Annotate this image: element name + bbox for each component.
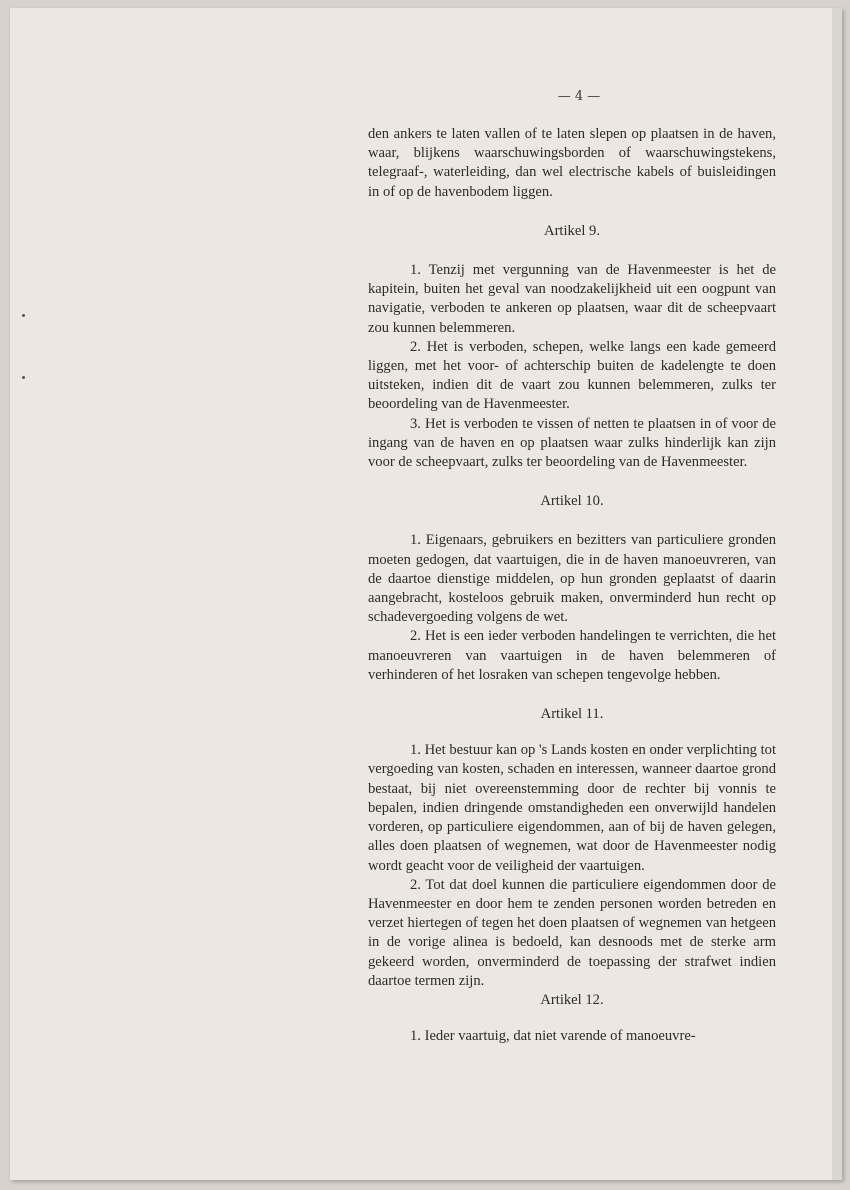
article-10-paragraph-1: 1. Eigenaars, gebruikers en bezitters van particuliere gronden moeten gedogen, dat vaartuigen, die in de haven manoeuvreren, van de daartoe dienstige middelen, op hun gronden geplaatst of daarin aangebracht, kosteloos gebruik maken, onverminderd hun recht op schadevergoeding volgens de wet. xyxy=(368,532,776,626)
article-11-paragraph-2: 2. Tot dat doel kunnen die particuliere eigendommen door de Havenmeester en door hem te zenden personen worden betreden en verzet hiertegen of tegen het doen plaatsen of wegnemen van hetgeen in de vorige alinea is bedoeld, kan desnoods met de sterke arm gekeerd worden, onverminderd de toepassing der strafwet indien daartoe termen zijn. xyxy=(368,876,776,989)
article-9-heading: Artikel 9. xyxy=(544,222,600,239)
document-page xyxy=(10,8,842,1180)
punch-mark xyxy=(22,314,25,317)
article-11-heading: Artikel 11. xyxy=(540,706,604,723)
text-column xyxy=(368,125,776,1046)
paragraph-continuation: den ankers te laten vallen of te laten slepen op plaatsen in de haven, waar, blijkens waarschuwingsborden of waarschuwingstekens, telegraaf-, waterleiding, dan wel electrische kabels of buisleidingen in of op de havenbodem liggen. xyxy=(368,126,776,200)
punch-mark xyxy=(22,376,25,379)
article-9-paragraph-2: 2. Het is verboden, schepen, welke langs een kade gemeerd liggen, met het voor- of achterschip buiten de kadelengte te doen uitsteken, indien dit de vaart zou kunnen belemmeren, zulks ter beoordeling van de Havenmeester. xyxy=(368,338,776,413)
article-12-paragraph-1: 1. Ieder vaartuig, dat niet varende of manoeuvre- xyxy=(410,1028,696,1045)
article-10-heading: Artikel 10. xyxy=(540,493,604,510)
article-11-paragraph-1: 1. Het bestuur kan op 's Lands kosten en onder verplichting tot vergoeding van kosten, schaden en interessen, wanneer daartoe grond bestaat, bij niet overeenstemming door de rechter bij vonnis te bepalen, indien dringende omstandigheden een onverwijld handelen vorderen, op particuliere eigendommen, aan of bij de haven gelegen, alles doen plaatsen of wegnemen, wat door de Havenmeester nodig wordt geacht voor de veiligheid der vaartuigen. xyxy=(368,742,776,874)
article-9-paragraph-3: 3. Het is verboden te vissen of netten te plaatsen in of voor de ingang van de haven en op plaatsen waar zulks hinderlijk kan zijn voor de scheepvaart, zulks ter beoordeling van de Havenmeester. xyxy=(368,415,776,471)
article-12-heading: Artikel 12. xyxy=(540,991,604,1008)
page-number: — 4 — xyxy=(557,89,601,104)
article-9-paragraph-1: 1. Tenzij met vergunning van de Havenmeester is het de kapitein, buiten het geval van noodzakelijkheid uit een oogpunt van navigatie, verboden te ankeren op plaatsen, waar dit de scheepvaart zou kunnen belemmeren. xyxy=(368,262,776,336)
page-edge xyxy=(832,8,842,1180)
article-10-paragraph-2: 2. Het is een ieder verboden handelingen te verrichten, die het manoeuvreren van vaartuigen in de haven belemmeren of verhinderen of het losraken van schepen tengevolge hebben. xyxy=(368,628,776,683)
